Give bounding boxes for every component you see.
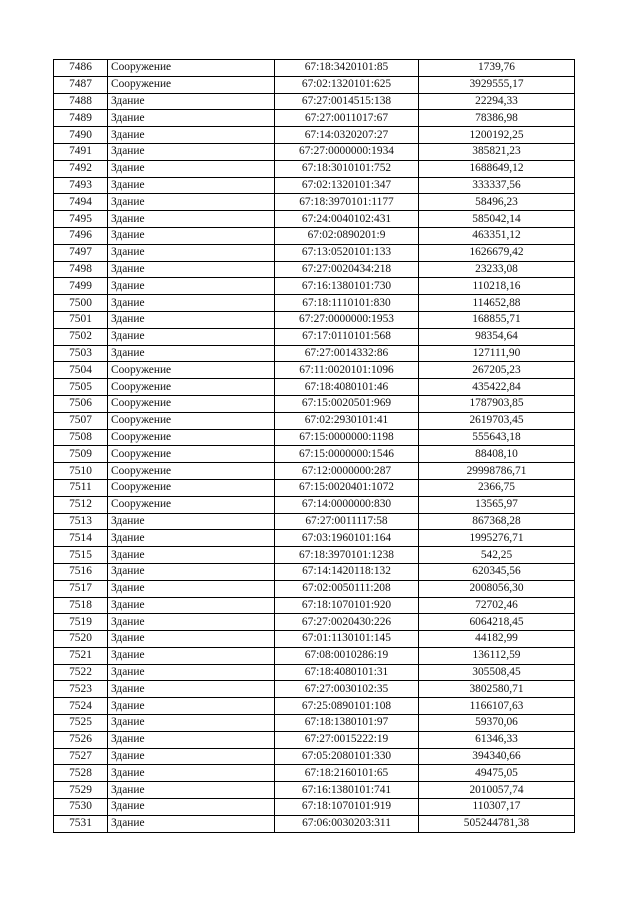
cadastral-value-cell: 29998786,71 <box>419 463 575 480</box>
cadastral-number-cell: 67:27:0011117:58 <box>275 513 419 530</box>
cadastral-number-cell: 67:05:2080101:330 <box>275 748 419 765</box>
row-number-cell: 7524 <box>54 698 108 715</box>
row-number-cell: 7522 <box>54 664 108 681</box>
cadastral-number-cell: 67:18:3420101:85 <box>275 60 419 77</box>
cadastral-number-cell: 67:01:1130101:145 <box>275 631 419 648</box>
cadastral-number-cell: 67:15:0000000:1546 <box>275 446 419 463</box>
cadastral-value-cell: 44182,99 <box>419 631 575 648</box>
table-row <box>54 647 575 664</box>
cadastral-number-cell: 67:06:0030203:311 <box>275 815 419 832</box>
table-row <box>54 345 575 362</box>
cadastral-value-cell: 2008056,30 <box>419 580 575 597</box>
object-type-cell: Сооружение <box>108 395 275 412</box>
cadastral-value-cell: 59370,06 <box>419 715 575 732</box>
table-row <box>54 698 575 715</box>
row-number-cell: 7505 <box>54 379 108 396</box>
table-row <box>54 765 575 782</box>
object-type-cell: Здание <box>108 782 275 799</box>
row-number-cell: 7502 <box>54 328 108 345</box>
cadastral-number-cell: 67:14:1420118:132 <box>275 563 419 580</box>
object-type-cell: Здание <box>108 244 275 261</box>
cadastral-value-cell: 555643,18 <box>419 429 575 446</box>
table-row <box>54 362 575 379</box>
table-row <box>54 715 575 732</box>
object-type-cell: Здание <box>108 143 275 160</box>
object-type-cell: Сооружение <box>108 496 275 513</box>
row-number-cell: 7512 <box>54 496 108 513</box>
cadastral-number-cell: 67:17:0110101:568 <box>275 328 419 345</box>
object-type-cell: Здание <box>108 580 275 597</box>
cadastral-value-cell: 136112,59 <box>419 647 575 664</box>
cadastral-number-cell: 67:02:1320101:347 <box>275 177 419 194</box>
table-row <box>54 463 575 480</box>
cadastral-number-cell: 67:15:0000000:1198 <box>275 429 419 446</box>
cadastral-number-cell: 67:08:0010286:19 <box>275 647 419 664</box>
cadastral-number-cell: 67:11:0020101:1096 <box>275 362 419 379</box>
cadastral-value-cell: 49475,05 <box>419 765 575 782</box>
object-type-cell: Здание <box>108 177 275 194</box>
cadastral-number-cell: 67:18:4080101:31 <box>275 664 419 681</box>
row-number-cell: 7508 <box>54 429 108 446</box>
row-number-cell: 7495 <box>54 211 108 228</box>
table-row <box>54 160 575 177</box>
cadastral-value-cell: 620345,56 <box>419 563 575 580</box>
cadastral-value-cell: 110307,17 <box>419 799 575 816</box>
table-row <box>54 211 575 228</box>
cadastral-value-cell: 333337,56 <box>419 177 575 194</box>
row-number-cell: 7529 <box>54 782 108 799</box>
row-number-cell: 7511 <box>54 479 108 496</box>
table-row <box>54 664 575 681</box>
table-row <box>54 563 575 580</box>
cadastral-value-cell: 168855,71 <box>419 311 575 328</box>
table-row <box>54 446 575 463</box>
cadastral-value-cell: 542,25 <box>419 547 575 564</box>
cadastral-value-cell: 98354,64 <box>419 328 575 345</box>
cadastral-value-cell: 61346,33 <box>419 731 575 748</box>
cadastral-value-cell: 22294,33 <box>419 93 575 110</box>
cadastral-number-cell: 67:27:0014332:86 <box>275 345 419 362</box>
cadastral-number-cell: 67:02:0050111:208 <box>275 580 419 597</box>
cadastral-value-cell: 305508,45 <box>419 664 575 681</box>
cadastral-number-cell: 67:27:0030102:35 <box>275 681 419 698</box>
cadastral-value-cell: 1787903,85 <box>419 395 575 412</box>
table-row <box>54 530 575 547</box>
table-row <box>54 379 575 396</box>
row-number-cell: 7531 <box>54 815 108 832</box>
cadastral-value-cell: 1166107,63 <box>419 698 575 715</box>
table-row <box>54 614 575 631</box>
object-type-cell: Сооружение <box>108 362 275 379</box>
row-number-cell: 7487 <box>54 76 108 93</box>
cadastral-number-cell: 67:14:0000000:830 <box>275 496 419 513</box>
table-row <box>54 328 575 345</box>
cadastral-value-cell: 505244781,38 <box>419 815 575 832</box>
cadastral-number-cell: 67:18:4080101:46 <box>275 379 419 396</box>
row-number-cell: 7488 <box>54 93 108 110</box>
object-type-cell: Сооружение <box>108 379 275 396</box>
table-row <box>54 631 575 648</box>
cadastral-value-cell: 867368,28 <box>419 513 575 530</box>
object-type-cell: Здание <box>108 278 275 295</box>
row-number-cell: 7494 <box>54 194 108 211</box>
object-type-cell: Сооружение <box>108 429 275 446</box>
table-row <box>54 748 575 765</box>
row-number-cell: 7496 <box>54 227 108 244</box>
object-type-cell: Здание <box>108 530 275 547</box>
cadastral-number-cell: 67:27:0014515:138 <box>275 93 419 110</box>
row-number-cell: 7489 <box>54 110 108 127</box>
row-number-cell: 7519 <box>54 614 108 631</box>
cadastral-value-cell: 1688649,12 <box>419 160 575 177</box>
cadastral-number-cell: 67:27:0011017:67 <box>275 110 419 127</box>
cadastral-number-cell: 67:18:1380101:97 <box>275 715 419 732</box>
cadastral-number-cell: 67:15:0020401:1072 <box>275 479 419 496</box>
object-type-cell: Здание <box>108 194 275 211</box>
cadastral-number-cell: 67:02:0890201:9 <box>275 227 419 244</box>
cadastral-number-cell: 67:25:0890101:108 <box>275 698 419 715</box>
cadastral-value-cell: 1739,76 <box>419 60 575 77</box>
row-number-cell: 7507 <box>54 412 108 429</box>
property-registry-table <box>53 59 575 833</box>
row-number-cell: 7517 <box>54 580 108 597</box>
cadastral-value-cell: 3929555,17 <box>419 76 575 93</box>
cadastral-number-cell: 67:16:1380101:741 <box>275 782 419 799</box>
object-type-cell: Здание <box>108 93 275 110</box>
table-row <box>54 395 575 412</box>
cadastral-number-cell: 67:18:3970101:1177 <box>275 194 419 211</box>
cadastral-number-cell: 67:27:0015222:19 <box>275 731 419 748</box>
object-type-cell: Здание <box>108 698 275 715</box>
object-type-cell: Здание <box>108 731 275 748</box>
table-row <box>54 60 575 77</box>
table-row <box>54 412 575 429</box>
object-type-cell: Здание <box>108 715 275 732</box>
object-type-cell: Здание <box>108 295 275 312</box>
table-row <box>54 227 575 244</box>
row-number-cell: 7498 <box>54 261 108 278</box>
row-number-cell: 7501 <box>54 311 108 328</box>
cadastral-value-cell: 3802580,71 <box>419 681 575 698</box>
cadastral-number-cell: 67:13:0520101:133 <box>275 244 419 261</box>
table-row <box>54 597 575 614</box>
cadastral-value-cell: 394340,66 <box>419 748 575 765</box>
table-row <box>54 815 575 832</box>
cadastral-number-cell: 67:02:1320101:625 <box>275 76 419 93</box>
table-row <box>54 429 575 446</box>
table-row <box>54 496 575 513</box>
object-type-cell: Здание <box>108 647 275 664</box>
row-number-cell: 7523 <box>54 681 108 698</box>
object-type-cell: Здание <box>108 631 275 648</box>
object-type-cell: Здание <box>108 513 275 530</box>
table-row <box>54 782 575 799</box>
object-type-cell: Здание <box>108 261 275 278</box>
cadastral-number-cell: 67:15:0020501:969 <box>275 395 419 412</box>
row-number-cell: 7526 <box>54 731 108 748</box>
cadastral-value-cell: 435422,84 <box>419 379 575 396</box>
row-number-cell: 7520 <box>54 631 108 648</box>
cadastral-number-cell: 67:18:2160101:65 <box>275 765 419 782</box>
row-number-cell: 7490 <box>54 127 108 144</box>
row-number-cell: 7521 <box>54 647 108 664</box>
object-type-cell: Сооружение <box>108 463 275 480</box>
row-number-cell: 7515 <box>54 547 108 564</box>
cadastral-value-cell: 385821,23 <box>419 143 575 160</box>
cadastral-value-cell: 2010057,74 <box>419 782 575 799</box>
row-number-cell: 7516 <box>54 563 108 580</box>
row-number-cell: 7518 <box>54 597 108 614</box>
cadastral-value-cell: 13565,97 <box>419 496 575 513</box>
cadastral-number-cell: 67:18:1070101:920 <box>275 597 419 614</box>
table-row <box>54 295 575 312</box>
row-number-cell: 7527 <box>54 748 108 765</box>
table-row <box>54 799 575 816</box>
row-number-cell: 7514 <box>54 530 108 547</box>
row-number-cell: 7486 <box>54 60 108 77</box>
table-row <box>54 76 575 93</box>
object-type-cell: Здание <box>108 614 275 631</box>
table-body <box>54 60 575 833</box>
row-number-cell: 7528 <box>54 765 108 782</box>
table-row <box>54 580 575 597</box>
object-type-cell: Здание <box>108 227 275 244</box>
row-number-cell: 7530 <box>54 799 108 816</box>
cadastral-value-cell: 23233,08 <box>419 261 575 278</box>
cadastral-number-cell: 67:18:3970101:1238 <box>275 547 419 564</box>
object-type-cell: Здание <box>108 211 275 228</box>
object-type-cell: Здание <box>108 110 275 127</box>
cadastral-value-cell: 2366,75 <box>419 479 575 496</box>
row-number-cell: 7504 <box>54 362 108 379</box>
object-type-cell: Здание <box>108 547 275 564</box>
table-row <box>54 547 575 564</box>
table-row <box>54 731 575 748</box>
object-type-cell: Здание <box>108 345 275 362</box>
object-type-cell: Здание <box>108 127 275 144</box>
row-number-cell: 7506 <box>54 395 108 412</box>
cadastral-number-cell: 67:16:1380101:730 <box>275 278 419 295</box>
cadastral-value-cell: 1200192,25 <box>419 127 575 144</box>
cadastral-value-cell: 1626679,42 <box>419 244 575 261</box>
cadastral-number-cell: 67:27:0000000:1953 <box>275 311 419 328</box>
table-row <box>54 278 575 295</box>
cadastral-number-cell: 67:12:0000000:287 <box>275 463 419 480</box>
cadastral-value-cell: 585042,14 <box>419 211 575 228</box>
table-row <box>54 194 575 211</box>
object-type-cell: Здание <box>108 328 275 345</box>
object-type-cell: Сооружение <box>108 446 275 463</box>
table-row <box>54 311 575 328</box>
cadastral-number-cell: 67:02:2930101:41 <box>275 412 419 429</box>
object-type-cell: Здание <box>108 765 275 782</box>
cadastral-value-cell: 463351,12 <box>419 227 575 244</box>
row-number-cell: 7513 <box>54 513 108 530</box>
row-number-cell: 7509 <box>54 446 108 463</box>
cadastral-value-cell: 1995276,71 <box>419 530 575 547</box>
object-type-cell: Здание <box>108 664 275 681</box>
row-number-cell: 7492 <box>54 160 108 177</box>
cadastral-value-cell: 88408,10 <box>419 446 575 463</box>
table-row <box>54 127 575 144</box>
row-number-cell: 7491 <box>54 143 108 160</box>
object-type-cell: Сооружение <box>108 60 275 77</box>
table-row <box>54 681 575 698</box>
object-type-cell: Здание <box>108 815 275 832</box>
row-number-cell: 7500 <box>54 295 108 312</box>
object-type-cell: Сооружение <box>108 479 275 496</box>
object-type-cell: Здание <box>108 799 275 816</box>
object-type-cell: Здание <box>108 311 275 328</box>
row-number-cell: 7525 <box>54 715 108 732</box>
object-type-cell: Здание <box>108 563 275 580</box>
cadastral-value-cell: 78386,98 <box>419 110 575 127</box>
cadastral-number-cell: 67:27:0020430:226 <box>275 614 419 631</box>
object-type-cell: Здание <box>108 160 275 177</box>
cadastral-value-cell: 110218,16 <box>419 278 575 295</box>
table-row <box>54 479 575 496</box>
table-row <box>54 110 575 127</box>
cadastral-number-cell: 67:18:1070101:919 <box>275 799 419 816</box>
row-number-cell: 7503 <box>54 345 108 362</box>
object-type-cell: Здание <box>108 748 275 765</box>
cadastral-number-cell: 67:14:0320207:27 <box>275 127 419 144</box>
row-number-cell: 7493 <box>54 177 108 194</box>
cadastral-value-cell: 114652,88 <box>419 295 575 312</box>
row-number-cell: 7497 <box>54 244 108 261</box>
cadastral-value-cell: 2619703,45 <box>419 412 575 429</box>
table-row <box>54 177 575 194</box>
table-row <box>54 143 575 160</box>
cadastral-value-cell: 127111,90 <box>419 345 575 362</box>
object-type-cell: Здание <box>108 597 275 614</box>
cadastral-value-cell: 267205,23 <box>419 362 575 379</box>
table-row <box>54 261 575 278</box>
cadastral-number-cell: 67:03:1960101:164 <box>275 530 419 547</box>
object-type-cell: Сооружение <box>108 412 275 429</box>
object-type-cell: Сооружение <box>108 76 275 93</box>
cadastral-number-cell: 67:27:0000000:1934 <box>275 143 419 160</box>
object-type-cell: Здание <box>108 681 275 698</box>
row-number-cell: 7499 <box>54 278 108 295</box>
row-number-cell: 7510 <box>54 463 108 480</box>
cadastral-number-cell: 67:18:3010101:752 <box>275 160 419 177</box>
cadastral-value-cell: 72702,46 <box>419 597 575 614</box>
cadastral-value-cell: 6064218,45 <box>419 614 575 631</box>
cadastral-number-cell: 67:18:1110101:830 <box>275 295 419 312</box>
cadastral-value-cell: 58496,23 <box>419 194 575 211</box>
table-row <box>54 244 575 261</box>
cadastral-number-cell: 67:27:0020434:218 <box>275 261 419 278</box>
table-row <box>54 513 575 530</box>
table-row <box>54 93 575 110</box>
cadastral-number-cell: 67:24:0040102:431 <box>275 211 419 228</box>
